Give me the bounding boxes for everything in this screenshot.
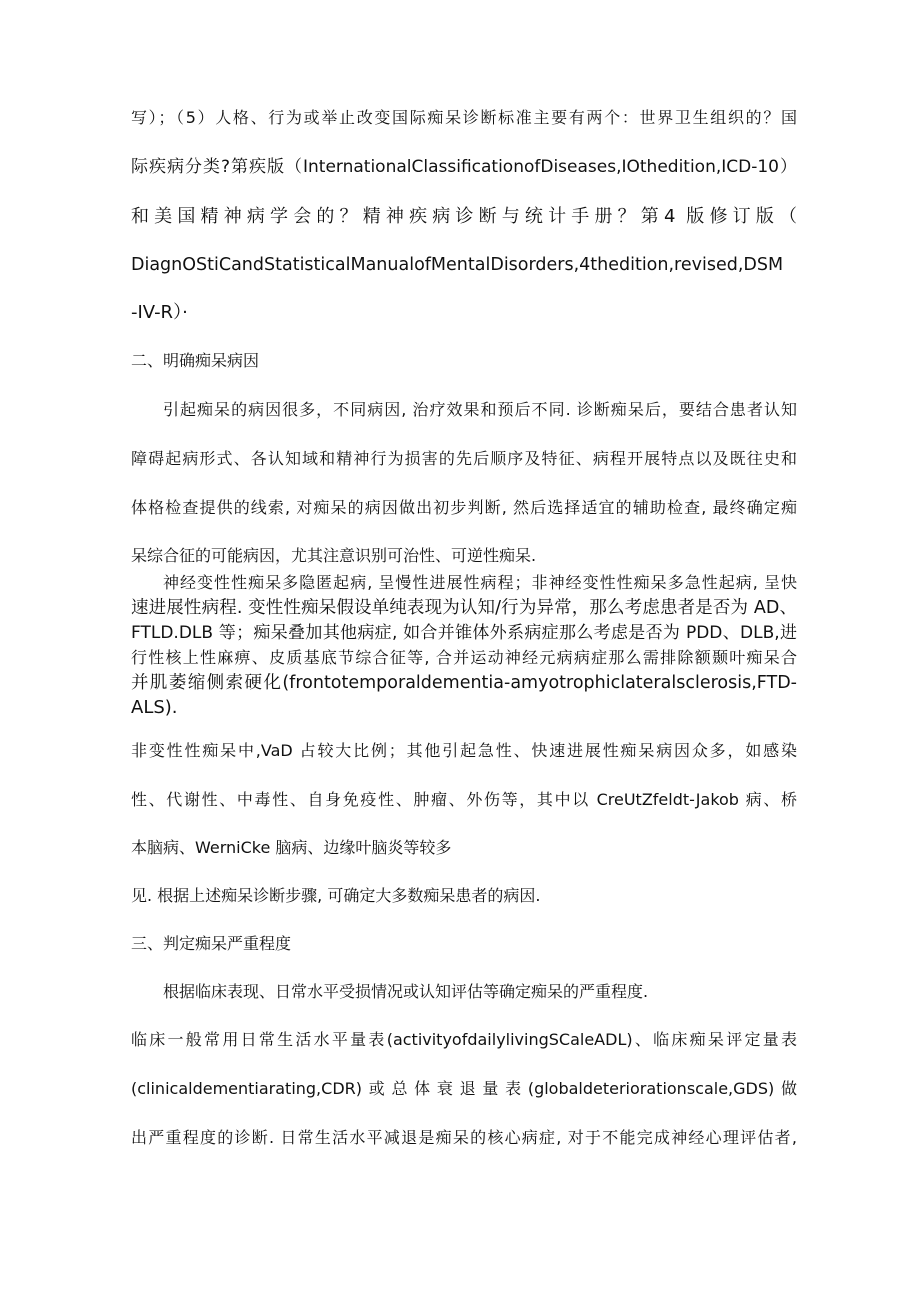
text-line: 际疾病分类?第疾版（InternationalClassificationofDiseases,IOthedition,ICD-10） (131, 157, 797, 177)
text-line: 根据临床表现、日常水平受损情况或认知评估等确定痴呆的严重程度. (163, 982, 649, 1001)
text-line: 行性核上性麻痹、皮质基底节综合征等, 合并运动神经元病病症那么需排除额颞叶痴呆合 (131, 648, 797, 667)
text-line: 和美国精神病学会的？精神疾病诊断与统计手册？第4 版修订版（ (131, 206, 797, 227)
section-heading: 二、明确痴呆病因 (131, 351, 260, 370)
text-line: 临床一般常用日常生活水平量表(activityofdailylivingSCaleADL)、临床痴呆评定量表 (131, 1030, 797, 1049)
text-line: (clinicaldementiarating,CDR)或总体衰退量表(globaldeteriorationscale,GDS)做 (131, 1079, 797, 1098)
text-line: FTLD.DLB 等；痴呆叠加其他病症, 如合并锥体外系病症那么考虑是否为 PDD、DLB,进 (131, 623, 797, 643)
text-line: 出严重程度的诊断. 日常生活水平减退是痴呆的核心病症, 对于不能完成神经心理评估者, (131, 1128, 797, 1147)
text-line: 引起痴呆的病因很多，不同病因, 治疗效果和预后不同. 诊断痴呆后，要结合患者认知 (163, 400, 797, 419)
text-line: 写）；（5）人格、行为或举止改变国际痴呆诊断标准主要有两个：世界卫生组织的？国 (131, 108, 797, 127)
text-line: 见. 根据上述痴呆诊断步骤, 可确定大多数痴呆患者的病因. (131, 886, 541, 905)
text-line: 并肌萎缩侧索硬化(frontotemporaldementia-amyotrophiclateralsclerosis,FTD- (131, 673, 797, 693)
text-line: 障碍起病形式、各认知域和精神行为损害的先后顺序及特征、病程开展特点以及既往史和 (131, 449, 797, 468)
section-heading: 三、判定痴呆严重程度 (131, 934, 292, 953)
text-line: 呆综合征的可能病因，尤其注意识别可治性、可逆性痴呆. (131, 546, 537, 565)
text-line: -IV-R）· (131, 302, 188, 323)
text-line: ALS). (131, 697, 178, 718)
text-line: 非变性性痴呆中,VaD 占较大比例；其他引起急性、快速进展性痴呆病因众多，如感染 (131, 741, 797, 760)
text-line: DiagnOStiCandStatisticalManualofMentalDisorders,4thedition,revised,DSM (131, 255, 784, 275)
text-line: 神经变性性痴呆多隐匿起病, 呈慢性进展性病程；非神经变性性痴呆多急性起病, 呈快 (163, 573, 797, 592)
text-line: 速进展性病程. 变性性痴呆假设单纯表现为认知/行为异常，那么考虑患者是否为 AD、 (131, 598, 797, 618)
text-line: 本脑病、WerniCke 脑病、边缘叶脑炎等较多 (131, 838, 452, 857)
text-line: 体格检查提供的线索, 对痴呆的病因做出初步判断, 然后选择适宜的辅助检查, 最终确定痴 (131, 498, 797, 517)
text-line: 性、代谢性、中毒性、自身免疫性、肿瘤、外伤等，其中以 CreUtZfeldt-Jakob 病、桥 (131, 790, 797, 809)
